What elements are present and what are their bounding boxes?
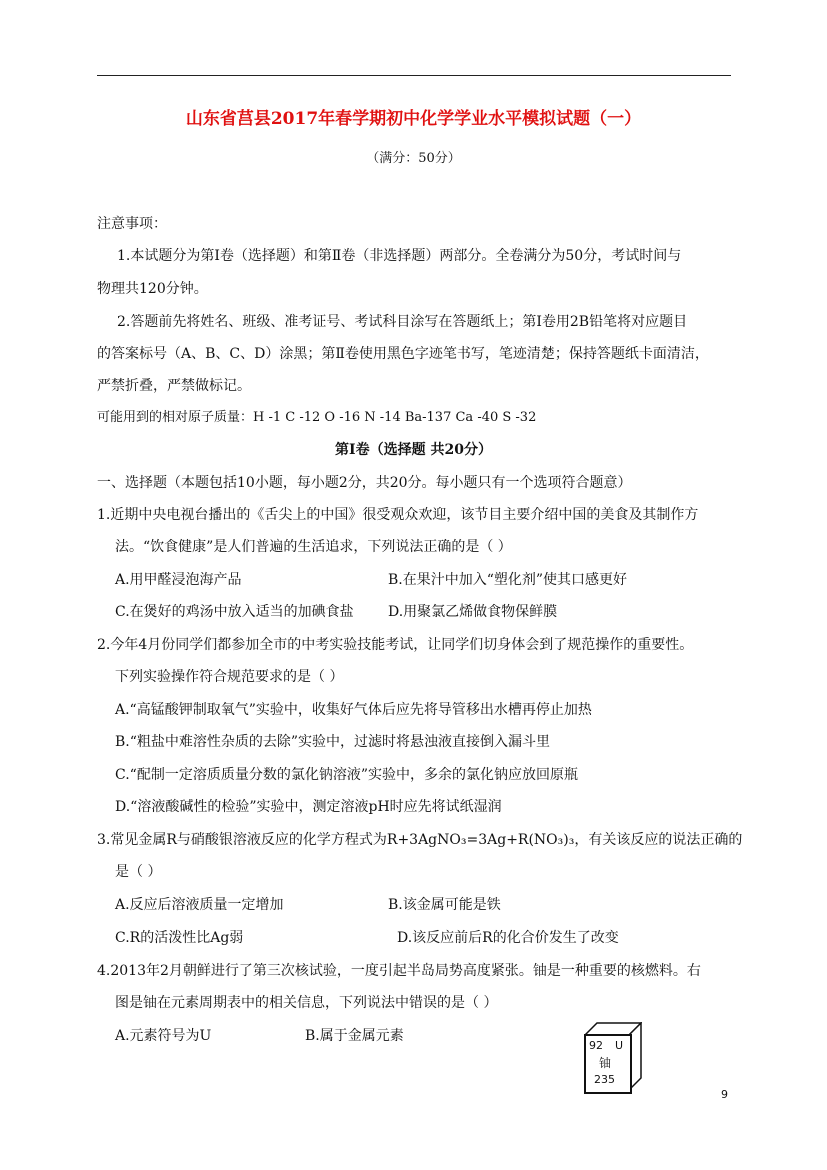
- q2-option-d: D.“溶液酸碱性的检验”实验中，测定溶液pH时应先将试纸湿润: [115, 799, 502, 815]
- element-symbol: U: [615, 1039, 624, 1052]
- element-name: 铀: [599, 1056, 612, 1070]
- atomic-masses: 可能用到的相对原子质量：H -1 C -12 O -16 N -14 Ba-137 Ca -40 S -32: [97, 410, 537, 425]
- atomic-mass: 235: [594, 1073, 615, 1086]
- q4-stem-line-1: 4.2013年2月朝鲜进行了第三次核试验，一度引起半岛局势高度紧张。铀是一种重要的核燃料。右: [97, 963, 701, 979]
- q1-stem-line-1: 1.近期中央电视台播出的《舌尖上的中国》很受观众欢迎，该节目主要介绍中国的美食及其制作方: [97, 507, 699, 523]
- q1-option-d: D.用聚氯乙烯做食物保鲜膜: [388, 604, 558, 620]
- q2-stem-line-2: 下列实验操作符合规范要求的是（ ）: [115, 669, 344, 685]
- q2-option-a: A.“高锰酸钾制取氧气”实验中，收集好气体后应先将导管移出水槽再停止加热: [115, 702, 592, 718]
- periodic-table-cell: [584, 1022, 642, 1092]
- notes-heading: 注意事项：: [97, 216, 167, 232]
- exam-title: 山东省莒县2017年春学期初中化学学业水平模拟试题（一）: [185, 109, 642, 129]
- q3-option-d: D.该反应前后R的化合价发生了改变: [397, 930, 619, 946]
- section-1-intro: 一、选择题（本题包括10小题，每小题2分，共20分。每小题只有一个选项符合题意）: [97, 475, 632, 491]
- note-1-line-1: 1.本试题分为第Ⅰ卷（选择题）和第Ⅱ卷（非选择题）两部分。全卷满分为50分，考试时间与: [117, 248, 682, 264]
- section-1-title: 第Ⅰ卷（选择题 共20分）: [335, 442, 492, 458]
- note-2-line-2: 的答案标号（A、B、C、D）涂黑；第Ⅱ卷使用黑色字迹笔书写，笔迹清楚；保持答题纸卡面清洁，: [97, 346, 709, 362]
- q3-option-b: B.该金属可能是铁: [388, 897, 501, 913]
- q4-option-a: A.元素符号为U: [115, 1028, 212, 1044]
- q4-stem-line-2: 图是铀在元素周期表中的相关信息，下列说法中错误的是（ ）: [115, 995, 498, 1011]
- q3-option-c: C.R的活泼性比Ag弱: [115, 930, 244, 946]
- q2-option-b: B.“粗盐中难溶性杂质的去除”实验中，过滤时将悬浊液直接倒入漏斗里: [115, 734, 551, 750]
- note-1-line-2: 物理共120分钟。: [97, 281, 208, 297]
- note-2-line-1: 2.答题前先将姓名、班级、准考证号、考试科目涂写在答题纸上；第Ⅰ卷用2B铅笔将对应题目: [117, 314, 688, 330]
- atomic-number: 92: [589, 1039, 603, 1052]
- header-rule: [97, 75, 731, 76]
- full-score: （满分：50分）: [366, 151, 461, 166]
- q4-option-b: B.属于金属元素: [305, 1028, 404, 1044]
- q1-option-a: A.用甲醛浸泡海产品: [115, 572, 242, 588]
- q1-stem-line-2: 法。“饮食健康”是人们普遍的生活追求，下列说法正确的是（ ）: [115, 539, 512, 555]
- page-number: 9: [721, 1088, 728, 1101]
- q3-stem-line-1: 3.常见金属R与硝酸银溶液反应的化学方程式为R+3AgNO₃=3Ag+R(NO₃)₃，有关该反应的说法正确的: [97, 832, 743, 848]
- cell-face: [584, 1034, 632, 1094]
- note-2-line-3: 严禁折叠，严禁做标记。: [97, 378, 251, 394]
- q3-stem-line-2: 是（ ）: [115, 864, 162, 880]
- q2-stem-line-1: 2.今年4月份同学们都参加全市的中考实验技能考试，让同学们切身体会到了规范操作的重要性。: [97, 637, 694, 653]
- q1-option-c: C.在煲好的鸡汤中放入适当的加碘食盐: [115, 604, 354, 620]
- q2-option-c: C.“配制一定溶质质量分数的氯化钠溶液”实验中，多余的氯化钠应放回原瓶: [115, 767, 578, 783]
- q3-option-a: A.反应后溶液质量一定增加: [115, 897, 284, 913]
- q1-option-b: B.在果汁中加入“塑化剂”使其口感更好: [388, 572, 628, 588]
